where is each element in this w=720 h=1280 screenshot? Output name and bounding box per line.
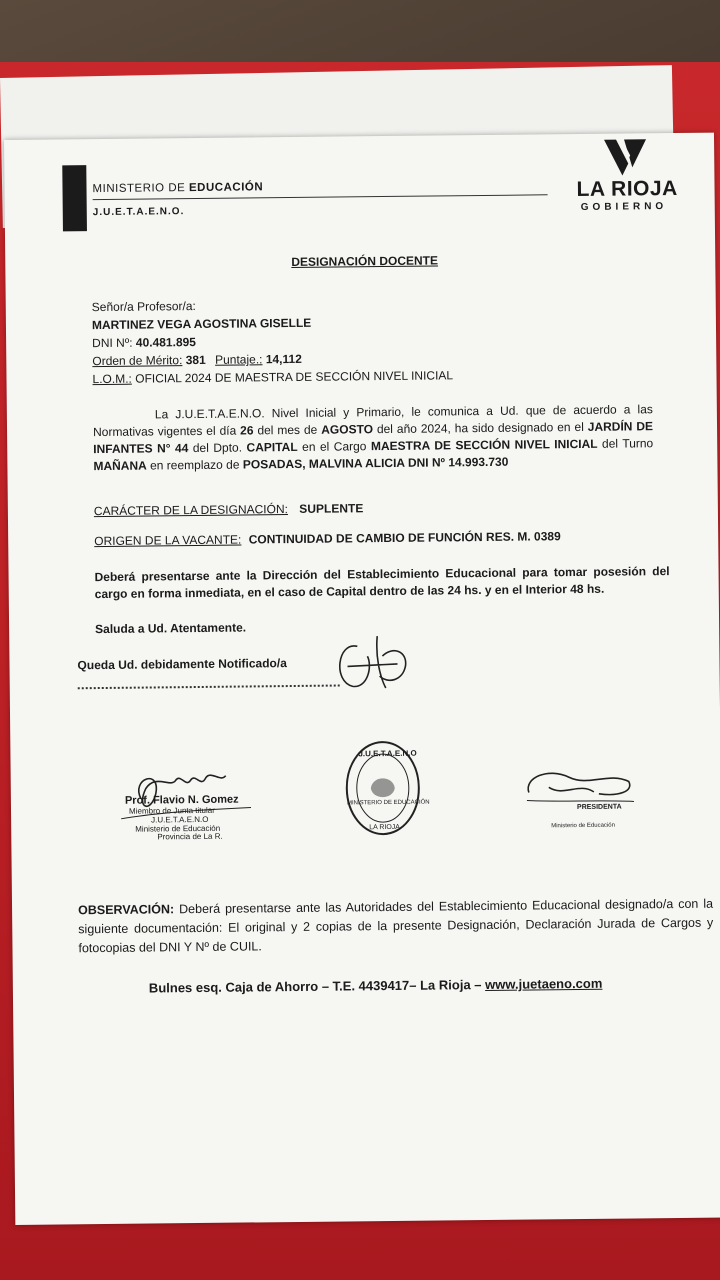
observation-label: OBSERVACIÓN: bbox=[77, 902, 175, 918]
recipient-signature bbox=[327, 626, 428, 697]
merit-line bbox=[92, 351, 302, 369]
document-title: DESIGNACIÓN DOCENTE bbox=[291, 253, 439, 269]
footer-address: Bulnes esq. Caja de Ahorro – T.E. 4439417– La Rioja – bbox=[148, 977, 482, 996]
lom-line bbox=[92, 367, 453, 387]
body-text: del mes de bbox=[257, 422, 318, 438]
header-line bbox=[93, 194, 548, 200]
agency-name: J.U.E.T.A.E.N.O. bbox=[92, 206, 185, 219]
observation-block bbox=[78, 895, 714, 959]
footer-website-link[interactable]: www.juetaeno.com bbox=[485, 975, 603, 993]
shift-value: MAÑANA bbox=[93, 458, 147, 474]
right-signer-sub: Ministerio de Educación bbox=[551, 822, 615, 830]
left-signer-role: J.U.E.T.A.E.N.O bbox=[151, 814, 209, 825]
origin-line bbox=[94, 528, 561, 549]
left-signer-role: Ministerio de Educación bbox=[135, 823, 221, 834]
merit-value: 381 bbox=[185, 352, 206, 368]
score-value: 14,112 bbox=[265, 351, 302, 367]
logo-subtext: GOBIERNO bbox=[580, 201, 668, 213]
origin-value: CONTINUIDAD DE CAMBIO DE FUNCIÓN RES. M. 0389 bbox=[248, 529, 561, 547]
signature-line bbox=[78, 685, 340, 690]
lom-value: OFICIAL 2024 DE MAESTRA DE SECCIÓN NIVEL INICIAL bbox=[135, 368, 454, 386]
character-label: CARÁCTER DE LA DESIGNACIÓN: bbox=[93, 502, 289, 519]
greeting: Señor/a Profesor/a: bbox=[91, 299, 196, 315]
character-value: SUPLENTE bbox=[299, 501, 364, 516]
header-bar bbox=[62, 165, 87, 231]
ministry-prefix: MINISTERIO DE bbox=[92, 182, 186, 196]
left-signer-role: Miembro de Junta titular bbox=[128, 805, 215, 816]
notified-text: Queda Ud. debidamente Notificado/a bbox=[77, 656, 287, 673]
dni-label: DNI Nº: bbox=[92, 335, 133, 351]
lom-label: L.O.M.: bbox=[92, 371, 132, 387]
merit-label: Orden de Mérito: bbox=[92, 353, 183, 369]
body-text: en reemplazo de bbox=[150, 457, 240, 473]
score-label: Puntaje.: bbox=[215, 352, 263, 367]
dni-line bbox=[92, 334, 196, 351]
body-text: del Dpto. bbox=[192, 440, 243, 456]
dept-value: CAPITAL bbox=[246, 439, 298, 455]
position-value: MAESTRA DE SECCIÓN NIVEL INICIAL bbox=[370, 436, 598, 454]
stamp-top-text: J.U.E.T.A.E.N.O bbox=[358, 748, 417, 759]
left-signer-role: Provincia de La R. bbox=[157, 831, 223, 842]
left-signer-name: Prof. Flavio N. Gomez bbox=[124, 793, 239, 807]
body-text: La J.U.E.T.A.E.N.O. Nivel Inicial y Primario, le comunica a Ud. que de acuerdo a las Normativas vigentes el día bbox=[92, 402, 653, 440]
observation-text: Deberá presentarse ante las Autoridades del Establecimiento Educacional designado/a con la siguiente documentación: El original y 2 copias de la presente Designación, Declaración Jurada de Cargos y fotocopias del DNI Y Nº de CUIL. bbox=[78, 896, 714, 956]
body-text: del año 2024, ha sido designado en el bbox=[376, 419, 584, 437]
instruction-text: Deberá presentarse ante la Dirección del Establecimiento Educacional para tomar posesión del cargo en forma inmediata, en el caso de Capital dentro de las 24 hs. y en el Interior 48 hs. bbox=[94, 564, 670, 602]
closing-text: Saluda a Ud. Atentamente. bbox=[95, 620, 247, 637]
replaced-teacher: POSADAS, MALVINA ALICIA DNI Nº 14.993.730 bbox=[242, 454, 509, 472]
logo-text: LA RIOJA bbox=[576, 176, 678, 202]
origin-label: ORIGEN DE LA VACANTE: bbox=[94, 532, 242, 549]
document-sheet bbox=[4, 133, 720, 1225]
designation-paragraph bbox=[93, 401, 654, 475]
stamp-bottom-text: LA RIOJA bbox=[369, 823, 400, 832]
body-text: en el Cargo bbox=[302, 439, 367, 454]
ministry-name bbox=[92, 181, 263, 195]
recipient-name: MARTINEZ VEGA AGOSTINA GISELLE bbox=[91, 315, 312, 333]
body-text: del Turno bbox=[601, 436, 654, 451]
school-value: JARDÍN DE INFANTES N° 44 bbox=[93, 419, 654, 457]
la-rioja-logo-icon bbox=[602, 137, 648, 177]
dni-value: 40.481.895 bbox=[135, 335, 196, 350]
character-line bbox=[94, 500, 364, 519]
month-value: AGOSTO bbox=[321, 422, 374, 437]
right-signer-role: PRESIDENTA bbox=[576, 803, 622, 812]
footer bbox=[149, 976, 603, 996]
day-value: 26 bbox=[240, 423, 254, 438]
ministry-bold: EDUCACIÓN bbox=[188, 181, 264, 195]
stamp-ring-text: MINISTERIO DE EDUCACIÓN bbox=[346, 799, 430, 807]
